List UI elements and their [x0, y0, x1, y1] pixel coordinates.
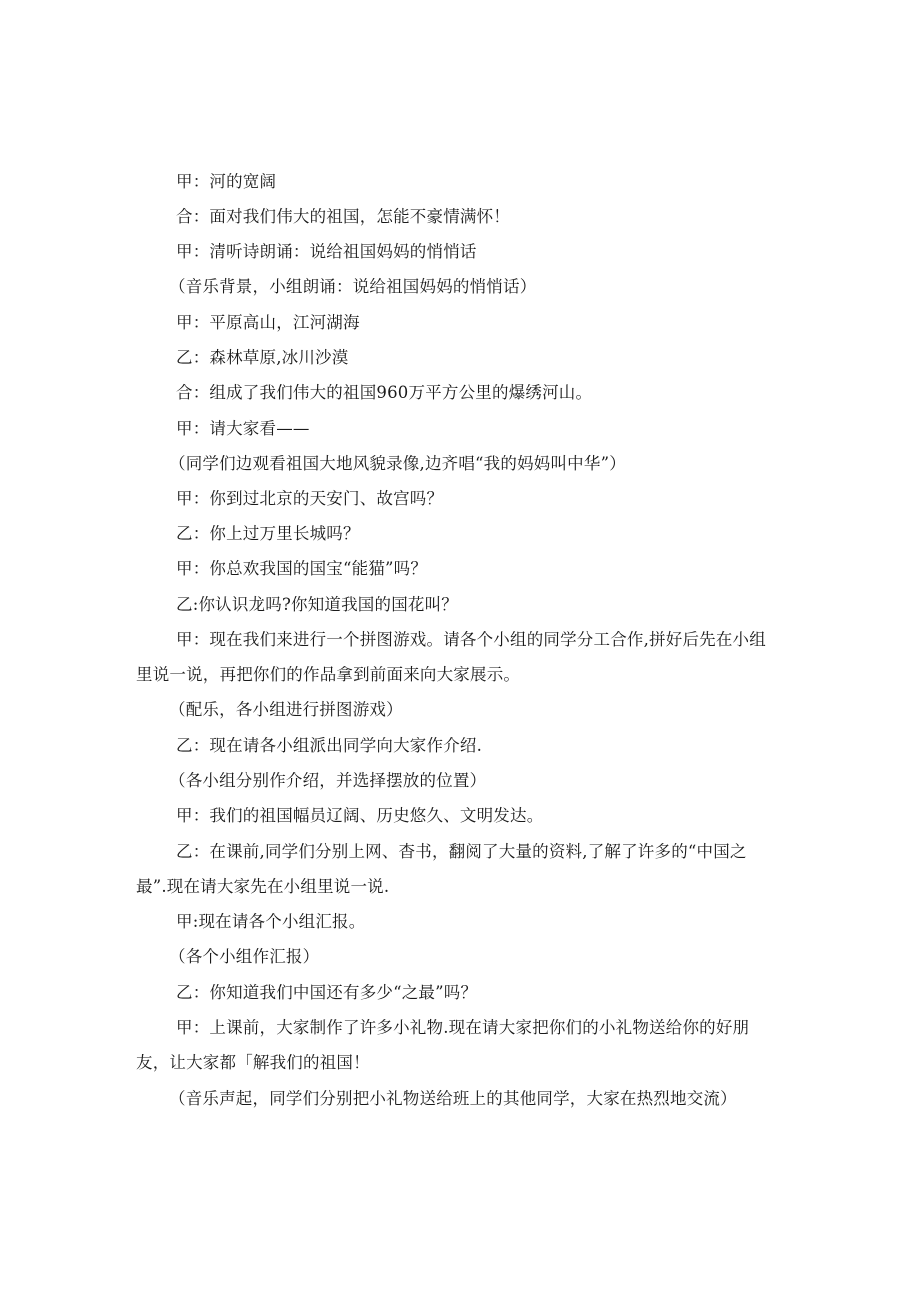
stage-direction: （音乐声起，同学们分别把小礼物送给班上的其他同学，大家在热烈地交流） [169, 1089, 737, 1108]
script-line-continuation: 最”.现在请大家先在小组里说一说. [136, 877, 390, 896]
stage-direction: （音乐背景，小组朗诵：说给祖国妈妈的悄悄话） [169, 277, 537, 296]
script-line: 甲：河的宽阔 [176, 172, 277, 191]
script-line: 乙：森林草原,冰川沙漠 [176, 348, 349, 367]
script-line: 甲：你到过北京的天安门、故宫吗？ [176, 489, 444, 508]
stage-direction: （各个小组作汇报） [169, 947, 320, 966]
script-line: 乙：在课前,同学们分别上网、杳书，翻阅了大量的资料,了解了许多的“中国之 [176, 842, 747, 861]
script-line: 乙：你知道我们中国还有多少“之最”吗？ [176, 983, 478, 1002]
script-line: 乙：你上过万里长城吗？ [176, 524, 360, 543]
script-line: 乙：现在请各小组派出同学向大家作介绍. [176, 736, 483, 755]
stage-direction: （各小组分别作介绍，并选择摆放的位置） [169, 771, 487, 790]
script-line: 甲：现在我们来进行一个拼图游戏。请各个小组的同学分工合作,拼好后先在小组 [176, 630, 766, 649]
script-line: 合：面对我们伟大的祖国，怎能不豪情满怀！ [176, 207, 510, 226]
script-line: 甲：清听诗朗诵：说给祖国妈妈的悄悄话 [176, 242, 477, 261]
script-line: 甲：上课前，大家制作了许多小礼物.现在请大家把你们的小礼物送给你的好朋 [176, 1018, 750, 1037]
script-line-continuation: 里说一说，再把你们的作品拿到前面来向大家展示。 [136, 665, 521, 684]
stage-direction: （同学们边观看祖国大地风貌录像,边齐唱“我的妈妈叫中华”） [169, 454, 626, 473]
script-line: 甲：请大家看—— [176, 419, 310, 438]
script-line: 乙:你认识龙吗?你知道我国的国花叫？ [176, 595, 459, 614]
script-line: 甲:现在请各个小组汇报。 [176, 912, 366, 931]
script-line: 合：组成了我们伟大的祖国960万平方公里的爆绣河山。 [176, 383, 593, 402]
script-line: 甲：你总欢我国的国宝“能猫”吗？ [176, 559, 428, 578]
script-line: 甲：我们的祖国幅员辽阔、历史悠久、文明发达。 [176, 806, 544, 825]
stage-direction: （配乐，各小组进行拼图游戏） [169, 700, 403, 719]
script-line: 甲：平原高山，江河湖海 [176, 313, 360, 332]
script-line-continuation: 友，让大家都「解我们的祖国！ [136, 1053, 370, 1072]
